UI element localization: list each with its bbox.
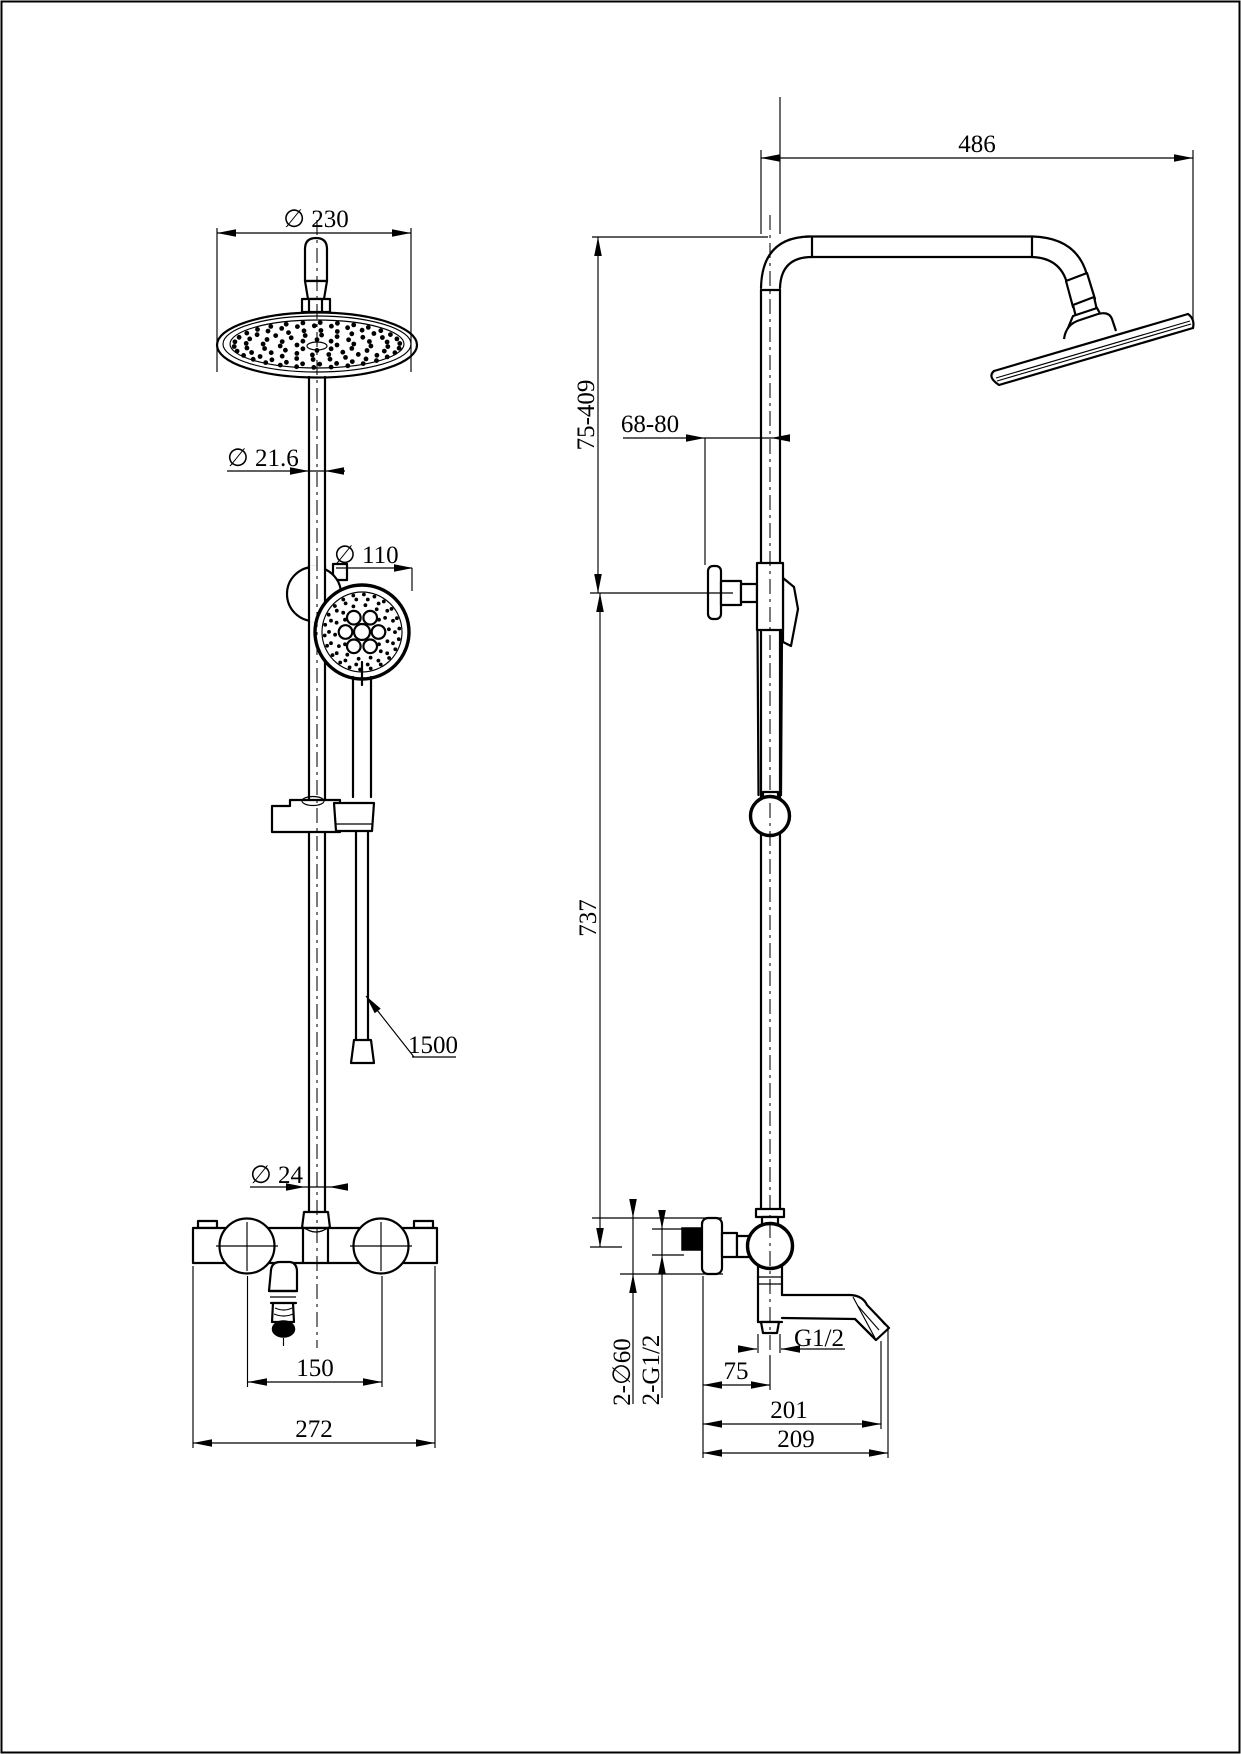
arm-reach-label: 486 <box>958 131 996 158</box>
tub-spout-front <box>269 1262 297 1346</box>
wall-to-axis-label: 75 <box>723 1358 749 1385</box>
shower-arm-stem-front <box>302 238 330 312</box>
wall-inlet-side <box>682 1228 702 1250</box>
handle-centers-label: 150 <box>296 1355 334 1382</box>
dim-handle-centers <box>248 1276 383 1387</box>
riser-lower-diameter-label: ∅ 24 <box>250 1162 304 1189</box>
riser-upper-diameter-label: ∅ 21.6 <box>227 445 299 472</box>
hand-shower-diameter-label: ∅ 110 <box>334 542 399 569</box>
dim-hose-length <box>363 994 458 1059</box>
wall-clearance-range-label: 68-80 <box>620 411 680 438</box>
hose-length-label: 1500 <box>408 1032 458 1059</box>
wall-bracket-side <box>708 563 798 795</box>
dim-riser-height <box>575 593 622 1247</box>
outlet-thread-label: G1/2 <box>794 1325 844 1352</box>
wall-flange-label: 2-∅60 <box>609 1338 636 1406</box>
dim-hand-shower-diameter <box>334 542 413 591</box>
spout-reach-outer-label: 209 <box>777 1426 815 1453</box>
mixer-valve-front <box>193 1212 437 1274</box>
inlet-thread-label: 2-G1/2 <box>638 1334 665 1406</box>
dim-wall-clearance-range <box>621 411 790 565</box>
side-view <box>573 97 1193 1458</box>
rain-shower-head-side <box>991 273 1193 385</box>
dim-wall-to-axis <box>703 1276 770 1458</box>
riser-and-arm-side <box>761 237 1087 1210</box>
spout-reach-label: 201 <box>770 1397 808 1424</box>
dim-riser-upper-diameter <box>227 445 345 475</box>
valve-body-width-label: 272 <box>295 1416 333 1443</box>
mixer-valve-side <box>682 1209 793 1333</box>
slide-rail-clamp-front <box>272 797 374 833</box>
dim-riser-lower-diameter <box>250 1162 348 1191</box>
dim-inlet-thread <box>638 1210 684 1405</box>
dim-arm-reach <box>761 97 1193 320</box>
slider-height-range-label: 75-409 <box>573 379 600 451</box>
front-view <box>193 206 458 1448</box>
head-diameter-label: ∅ 230 <box>283 206 349 233</box>
riser-height-label: 737 <box>575 899 602 937</box>
shower-hose-front <box>351 832 374 1063</box>
hand-shower-front <box>315 585 409 797</box>
dim-outlet-thread <box>738 1325 845 1353</box>
